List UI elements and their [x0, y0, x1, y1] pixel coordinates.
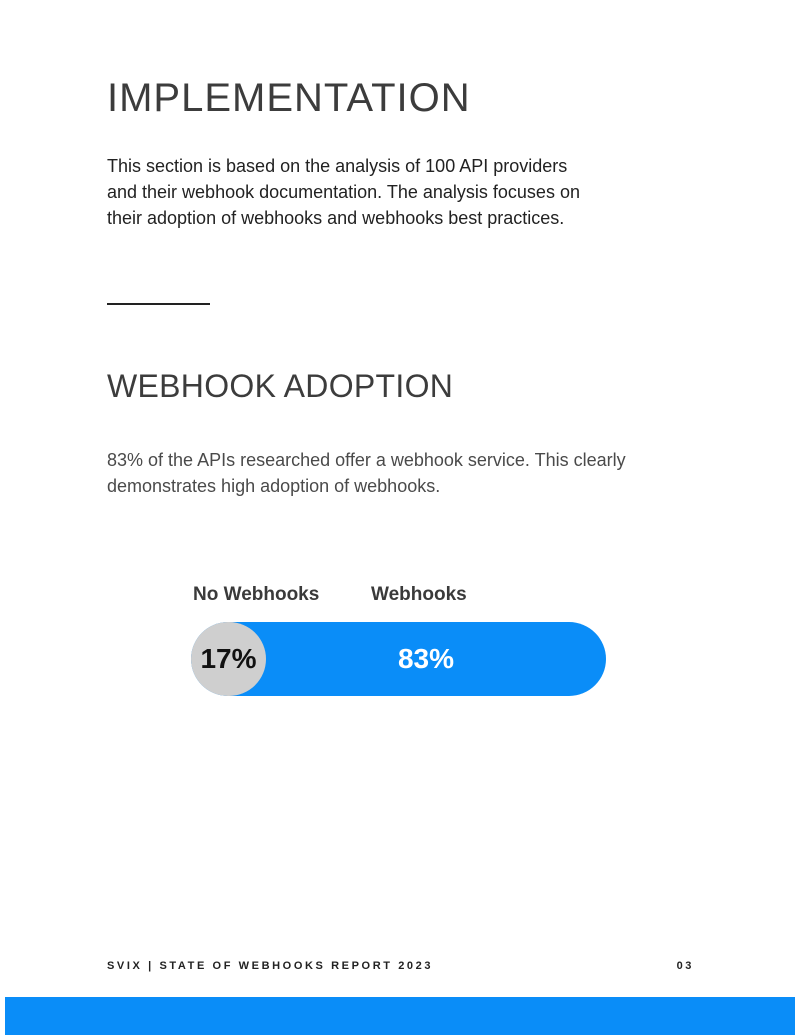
no-webhooks-label: No Webhooks: [193, 584, 320, 605]
section-paragraph: 83% of the APIs researched offer a webhook service. This clearly demonstrates high adoption of webhooks.: [107, 450, 626, 496]
footer-report-title: SVIX | STATE OF WEBHOOKS REPORT 2023: [107, 960, 434, 972]
bottom-band: [5, 997, 795, 1035]
intro-paragraph: This section is based on the analysis of 100 API providers and their webhook documentation. The analysis focuses on their adoption of webhooks and webhooks best practices.: [107, 156, 580, 228]
webhooks-value: 83%: [397, 643, 455, 674]
page-title: IMPLEMENTATION: [107, 76, 471, 120]
page-number: 03: [676, 960, 694, 972]
webhooks-label: Webhooks: [371, 584, 467, 605]
no-webhooks-value: 17%: [200, 643, 257, 674]
section-title: WEBHOOK ADOPTION: [107, 368, 454, 404]
section-divider: [107, 303, 210, 305]
